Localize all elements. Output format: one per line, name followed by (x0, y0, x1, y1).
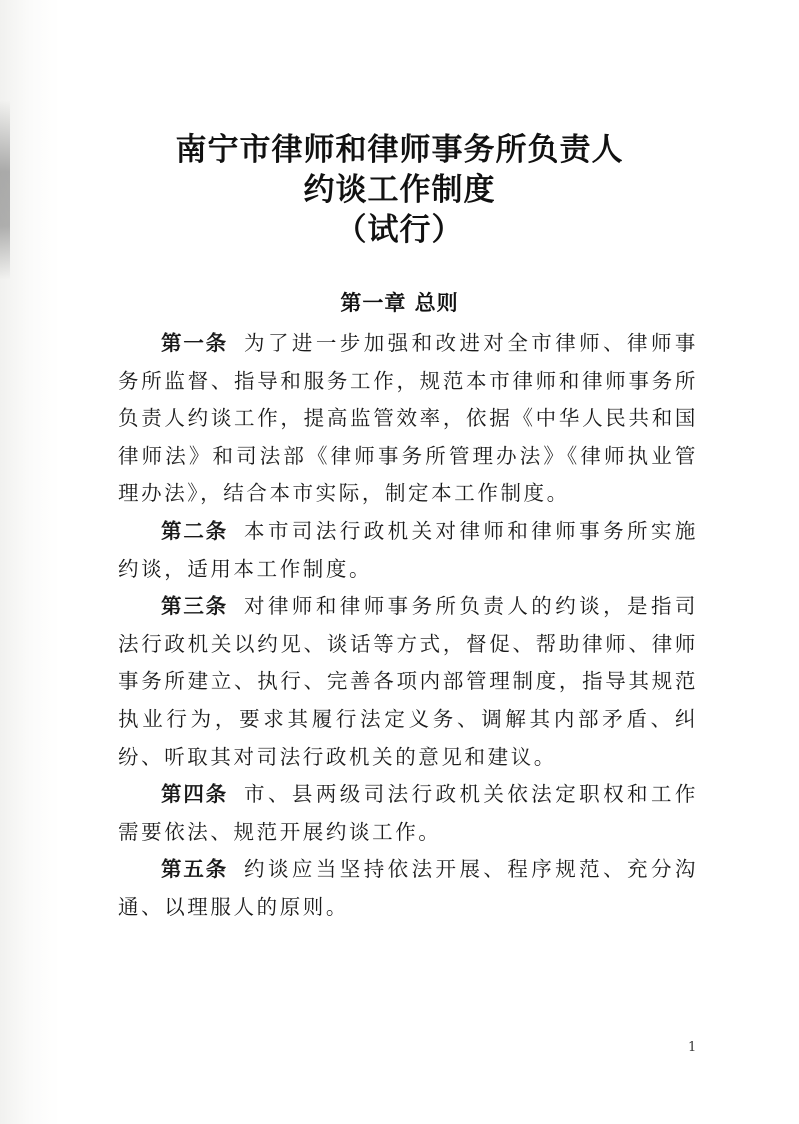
article-text: 市、县两级司法行政机关依法定职权和工作需要依法、规范开展约谈工作。 (118, 782, 698, 844)
article-5 (118, 851, 698, 926)
page-number: 1 (688, 1040, 697, 1055)
article-label: 第五条 (161, 857, 229, 882)
article-label: 第四条 (161, 782, 229, 807)
article-label: 第一条 (161, 331, 229, 355)
article-3 (118, 588, 698, 776)
article-text: 本市司法行政机关对律师和律师事务所实施约谈，适用本工作制度。 (118, 518, 698, 581)
title-line-3: （试行） (335, 212, 464, 248)
article-text: 为了进一步加强和改进对全市律师、律师事务所监督、指导和服务工作，规范本市律师和律师事务所负责人约谈工作，提高监管效率，依据《中华人民共和国律师法》和司法部《律师事务所管理办法》《律师执业管理办法》，结合本市实际，制定本工作制度。 (118, 331, 698, 506)
chapter-heading: 第一章 总则 (340, 291, 459, 315)
title-line-1: 南宁市律师和律师事务所负责人 (175, 132, 624, 168)
article-4 (118, 776, 698, 851)
article-label: 第三条 (161, 594, 229, 619)
article-label: 第二条 (161, 518, 229, 543)
document-title (0, 130, 799, 250)
article-text: 约谈应当坚持依法开展、程序规范、充分沟通、以理服人的原则。 (118, 857, 698, 919)
document-body (118, 325, 698, 927)
article-text: 对律师和律师事务所负责人的约谈，是指司法行政机关以约见、谈话等方式，督促、帮助律师、律师事务所建立、执行、完善各项内部管理制度，指导其规范执业行为，要求其履行法定义务、调解其内部矛盾、纠纷、听取其对司法行政机关的意见和建议。 (118, 594, 698, 769)
article-2 (118, 513, 698, 588)
title-line-2: 约谈工作制度 (303, 172, 496, 208)
article-1 (118, 325, 698, 513)
